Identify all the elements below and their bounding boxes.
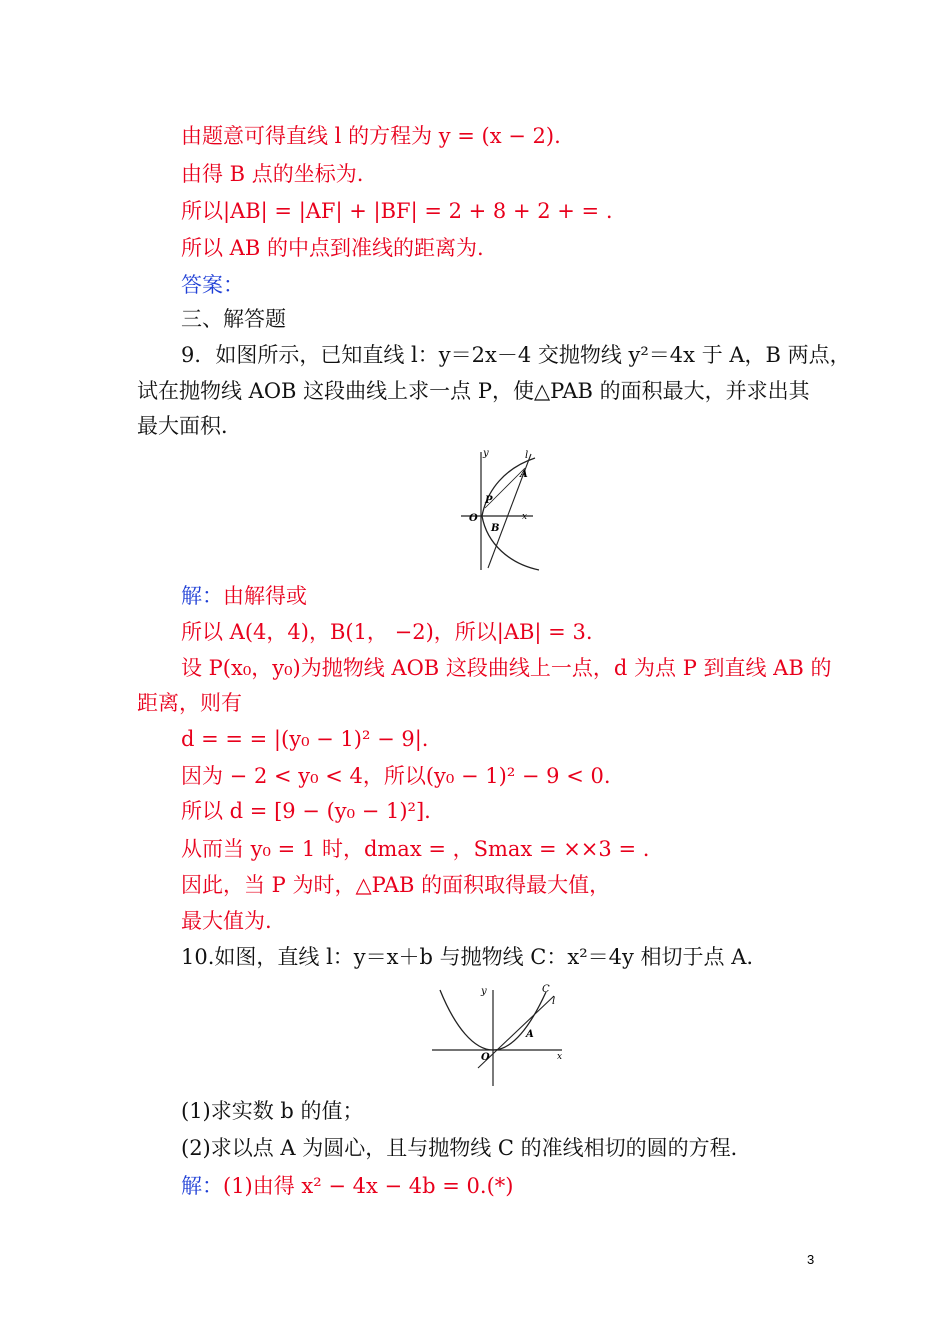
text-line-content: 最大值为. xyxy=(181,909,272,933)
text-line-content: 9．如图所示，已知直线 l：y＝2x－4 交抛物线 y²＝4x 于 A，B 两点， xyxy=(181,343,851,367)
text-line xyxy=(181,835,649,863)
text-line-content: 最大面积． xyxy=(137,414,242,438)
text-line-content: 试在抛物线 AOB 这段曲线上求一点 P，使△PAB 的面积最大，并求出其 xyxy=(137,379,810,403)
parabola-curve xyxy=(482,458,539,570)
text-line-content: (1)由得 x² − 4x − 4b = 0.(*) xyxy=(223,1174,514,1198)
text-line xyxy=(181,943,753,971)
text-line-content: 因为 − 2 < y₀ < 4，所以(y₀ − 1)² − 9 < 0. xyxy=(181,764,611,788)
label-y: y xyxy=(481,986,487,997)
text-line xyxy=(181,762,611,790)
text-line xyxy=(181,160,363,188)
label-a: A xyxy=(520,469,528,480)
text-line xyxy=(181,197,613,225)
text-line xyxy=(181,271,244,299)
text-line-content: 从而当 y₀ = 1 时，dmax = ，Smax = ××3 = . xyxy=(181,837,650,861)
text-line-content: 由得 B 点的坐标为. xyxy=(181,162,364,186)
text-line-content: 由题意可得直线 l 的方程为 y = (x − 2). xyxy=(181,124,561,148)
solution-label: 解： xyxy=(181,1174,223,1198)
text-line xyxy=(181,122,561,150)
text-line xyxy=(181,305,286,333)
figure-parabola-line-2 xyxy=(430,982,570,1088)
text-line xyxy=(181,907,272,935)
text-line-content: 所以 A(4，4)，B(1， −2)，所以|AB| = 3. xyxy=(181,620,593,644)
figure-parabola-line-1 xyxy=(455,446,545,574)
text-line-content: (1)求实数 b 的值； xyxy=(181,1099,364,1123)
text-line xyxy=(137,377,810,405)
label-p: P xyxy=(485,495,493,506)
text-line xyxy=(181,654,831,682)
text-line xyxy=(181,1172,513,1200)
label-b: B xyxy=(491,523,500,534)
solution-label: 解： xyxy=(181,584,223,608)
text-line-content: 距离，则有 xyxy=(137,691,242,715)
label-o: O xyxy=(481,1052,490,1063)
label-a: A xyxy=(526,1029,534,1040)
label-l: l xyxy=(552,996,556,1007)
label-c: C xyxy=(542,984,550,995)
text-line xyxy=(181,341,851,369)
text-line-content: 所以 d = [9 − (y₀ − 1)²]. xyxy=(181,799,431,823)
label-x: x xyxy=(522,512,528,522)
text-line-content: 设 P(x₀，y₀)为抛物线 AOB 这段曲线上一点，d 为点 P 到直线 AB 的 xyxy=(181,656,832,680)
label-o: O xyxy=(469,513,478,524)
text-line-content: 所以 AB 的中点到准线的距离为. xyxy=(181,236,484,260)
label-l: l xyxy=(525,450,529,461)
page-number: 3 xyxy=(807,1252,815,1267)
text-line xyxy=(181,797,431,825)
text-line-content: 因此，当 P 为时，△PAB 的面积取得最大值， xyxy=(181,873,611,897)
text-line xyxy=(181,1097,364,1125)
text-line xyxy=(181,234,484,262)
text-line xyxy=(181,582,307,610)
text-line-content: 10.如图，直线 l：y＝x＋b 与抛物线 C：x²＝4y 相切于点 A. xyxy=(181,945,754,969)
text-line xyxy=(137,412,242,440)
text-line xyxy=(181,871,610,899)
text-line-content: (2)求以点 A 为圆心，且与抛物线 C 的准线相切的圆的方程． xyxy=(181,1136,752,1160)
text-line-content: 三、解答题 xyxy=(181,307,286,331)
text-line xyxy=(181,725,428,753)
text-line-content: 由解得或 xyxy=(223,584,307,608)
text-line xyxy=(181,1134,752,1162)
label-y: y xyxy=(483,448,489,459)
label-x: x xyxy=(557,1052,563,1062)
text-line xyxy=(181,618,593,646)
text-line-content: 答案： xyxy=(181,273,244,297)
text-line xyxy=(137,689,242,717)
text-line-content: 所以|AB| = |AF| + |BF| = 2 + 8 + 2 + = . xyxy=(181,199,613,223)
text-line-content: d = = = |(y₀ − 1)² − 9|. xyxy=(181,727,429,751)
